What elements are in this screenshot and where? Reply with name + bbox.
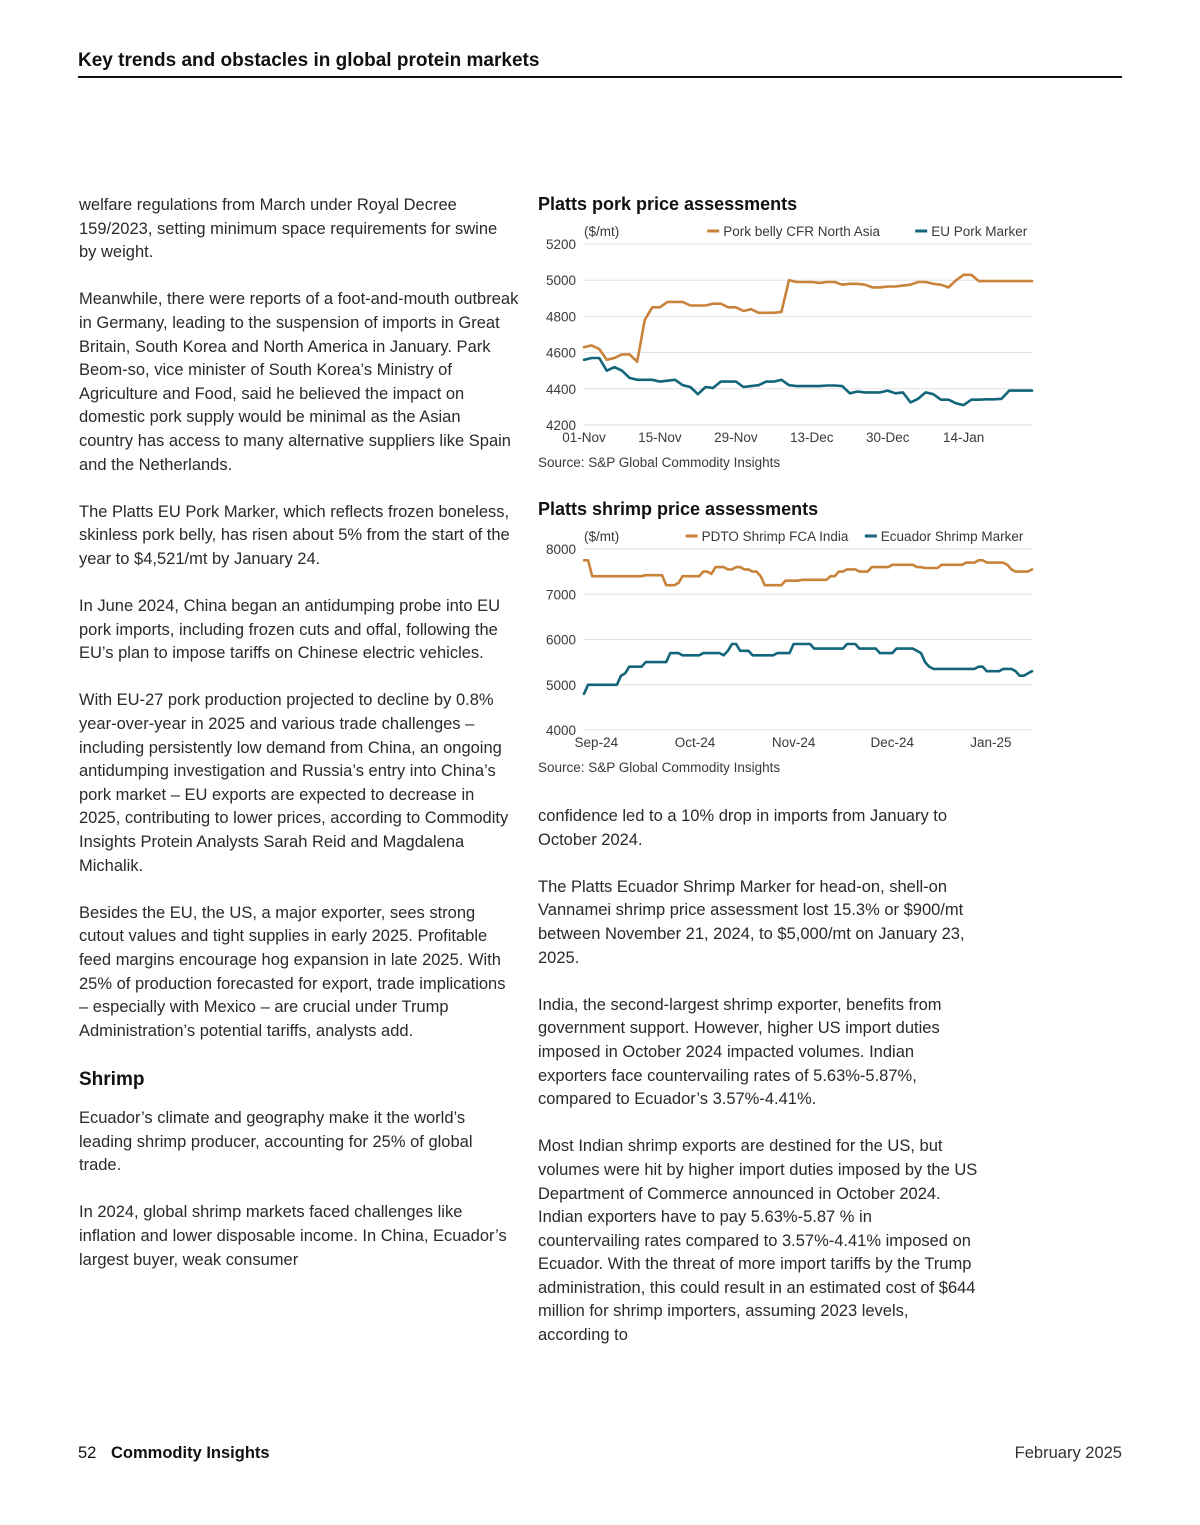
- paragraph: Ecuador’s climate and geography make it the world’s leading shrimp producer, accounting for 25% of global trade.: [79, 1108, 473, 1175]
- pork-price-chart: [532, 190, 1042, 480]
- shrimp-y-tick-1: 5000: [545, 677, 576, 693]
- shrimp-y-tick-3: 7000: [545, 587, 576, 603]
- pork-legend-label-0: Pork belly CFR North Asia: [723, 224, 881, 239]
- shrimp-y-tick-4: 8000: [545, 542, 576, 557]
- shrimp-source-note: Source: S&P Global Commodity Insights: [538, 760, 781, 775]
- pork-series-line-1: [584, 358, 1032, 405]
- shrimp-series-line-1: [584, 644, 1032, 694]
- shrimp-series-line-0: [584, 560, 1032, 585]
- shrimp-y-unit-label: ($/mt): [584, 529, 620, 544]
- pork-y-unit-label: ($/mt): [584, 224, 620, 239]
- pork-legend-label-1: EU Pork Marker: [931, 224, 1028, 239]
- header-divider: [78, 76, 1122, 78]
- paragraph: welfare regulations from March under Royal Decree 159/2023, setting minimum space requirements for swine by weight.: [79, 196, 498, 262]
- section-heading-shrimp: Shrimp: [79, 1068, 145, 1090]
- pork-x-tick-5: 14-Jan: [943, 430, 985, 445]
- pork-x-tick-1: 15-Nov: [638, 430, 682, 445]
- pork-y-tick-3: 4800: [545, 309, 576, 325]
- paragraph: The Platts EU Pork Marker, which reflects frozen boneless, skinless pork belly, has risen about 5% from the start of the year to $4,521/mt by January 24.: [79, 502, 510, 568]
- pork-chart-title: Platts pork price assessments: [538, 194, 798, 214]
- shrimp-legend-label-1: Ecuador Shrimp Marker: [880, 529, 1024, 544]
- shrimp-chart-svg: [532, 495, 1042, 785]
- pork-y-tick-4: 5000: [545, 273, 576, 289]
- pork-x-tick-4: 30-Dec: [865, 430, 910, 445]
- shrimp-y-tick-2: 6000: [545, 632, 576, 648]
- paragraph: Most Indian shrimp exports are destined for the US, but volumes were hit by higher import duties imposed by the US Department of Commerce announced in October 2024. Indian exporters have to pay 5.63%-5.87 % in countervailing rates compared to 3.57%-4.41% imposed on Ecuador. With the threat of more import tariffs by the Trump administration, this could result in an estimated cost of $644 million for shrimp importers, assuming 2023 levels, according to: [538, 1137, 978, 1345]
- pork-x-tick-0: 01-Nov: [562, 430, 606, 445]
- pork-series-line-0: [584, 275, 1032, 362]
- pork-source-note: Source: S&P Global Commodity Insights: [538, 455, 781, 470]
- paragraph: The Platts Ecuador Shrimp Marker for head-on, shell-on Vannamei shrimp price assessment lost 15.3% or $900/mt between November 21, 2024, to $5,000/mt on January 23, 2025.: [538, 877, 965, 967]
- paragraph: With EU-27 pork production projected to decline by 0.8% year-over-year in 2025 and various trade challenges – including persistently low demand from China, an ongoing antidumping investigation and Russia’s entry into China’s pork market – EU exports are expected to decrease in 2025, contributing to lower prices, according to Commodity Insights Protein Analysts Sarah Reid and Magdalena Michalik.: [79, 691, 509, 875]
- paragraph: In June 2024, China began an antidumping probe into EU pork imports, including frozen cuts and offal, following the EU’s plan to impose tariffs on Chinese electric vehicles.: [79, 597, 501, 663]
- right-text-column: [538, 805, 978, 1348]
- paragraph: Meanwhile, there were reports of a foot-and-mouth outbreak in Germany, leading to the suspension of imports in Great Britain, South Korea and North America in January. Park Beom-so, vice minister of South Korea’s Ministry of Agriculture and Food, said he believed the impact on domestic pork supply would be minimal as the Asian country has access to many alternative suppliers like Spain and the Netherlands.: [79, 290, 519, 474]
- paragraph: In 2024, global shrimp markets faced challenges like inflation and lower disposable income. In China, Ecuador’s largest buyer, weak consumer: [79, 1203, 507, 1269]
- pork-x-tick-2: 29-Nov: [714, 430, 758, 445]
- footer-brand: Commodity Insights: [111, 1444, 270, 1462]
- shrimp-price-chart: [532, 495, 1042, 785]
- paragraph: Besides the EU, the US, a major exporter, sees strong cutout values and tight supplies in early 2025. Profitable feed margins encourage hog expansion in late 2025. With 25% of production forecasted for export, trade implications – especially with Mexico – are crucial under Trump Administration’s potential tariffs, analysts add.: [79, 903, 506, 1040]
- page-header-title: Key trends and obstacles in global protein markets: [78, 50, 540, 71]
- pork-x-tick-3: 13-Dec: [790, 430, 834, 445]
- shrimp-x-tick-0: Sep-24: [574, 735, 619, 750]
- pork-y-tick-5: 5200: [545, 237, 576, 252]
- paragraph: confidence led to a 10% drop in imports from January to October 2024.: [538, 807, 948, 849]
- paragraph: India, the second-largest shrimp exporter, benefits from government support. However, higher US import duties imposed in October 2024 impacted volumes. Indian exporters face countervailing rates of 5.63%-5.87%, compared to Ecuador’s 3.57%-4.41%.: [538, 995, 942, 1109]
- shrimp-legend-label-0: PDTO Shrimp FCA India: [701, 529, 849, 544]
- left-text-column: [79, 194, 519, 1272]
- shrimp-x-tick-2: Nov-24: [771, 735, 816, 750]
- pork-y-tick-0: 4200: [545, 418, 576, 433]
- footer-date: February 2025: [1014, 1444, 1122, 1462]
- shrimp-x-tick-4: Jan-25: [970, 735, 1012, 750]
- shrimp-y-tick-0: 4000: [545, 723, 576, 738]
- shrimp-chart-title: Platts shrimp price assessments: [538, 499, 819, 519]
- pork-y-tick-1: 4400: [545, 381, 576, 397]
- page-number: 52: [78, 1444, 97, 1462]
- shrimp-x-tick-3: Dec-24: [870, 735, 915, 750]
- pork-chart-svg: [532, 190, 1042, 480]
- shrimp-x-tick-1: Oct-24: [674, 735, 716, 750]
- pork-y-tick-2: 4600: [545, 345, 576, 361]
